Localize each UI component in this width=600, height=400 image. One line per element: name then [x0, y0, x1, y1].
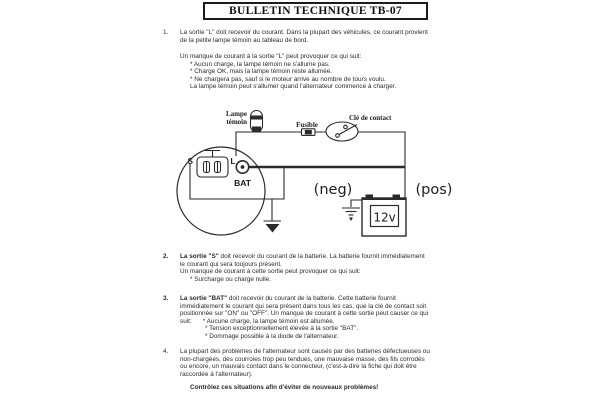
- closing-statement: Contrôlez ces situations afin d'éviter de nouveaux problèmes!: [190, 384, 379, 391]
- section-3: [163, 295, 463, 340]
- text-line: Un manque de courant à la sortie "L" peut provoquer ce qui suit:: [180, 53, 362, 60]
- text-line: Un manque de courant à cette sortie peut provoquer ce qui suit:: [180, 268, 361, 275]
- text-line: La lampe témoin peut s'allumer quand l'alternateur commence à charger.: [190, 83, 397, 90]
- label-terminal-bat: BAT: [234, 178, 251, 188]
- label-lamp-2: témoin: [226, 118, 247, 126]
- bullet-line: * Surcharge ou charge nulle.: [190, 275, 272, 283]
- text-line: non-chargées, des courroies trop peu tendues, une mauvaise masse, des fils corrodés: [180, 355, 425, 363]
- text-line: La sortie "L" doit recevoir du courant. Dans la plupart des véhicules, ce courant provient: [180, 29, 428, 36]
- section-number: 3.: [163, 295, 169, 302]
- label-terminal-s: S: [187, 157, 193, 166]
- text-line: raccordée à l'alternateur).: [180, 370, 253, 378]
- bold-lead: La sortie "S": [180, 253, 219, 260]
- bold-lead: La sortie "BAT": [180, 295, 228, 302]
- bat-terminal-icon: [236, 161, 248, 173]
- line-rest: doit recevoir du courant de la batterie. Cette batterie fournit: [227, 295, 396, 302]
- text-line: [180, 253, 463, 261]
- plug-connector-icon: [197, 151, 228, 178]
- section-4: [163, 348, 463, 392]
- text-line: de la petite lampe témoin au tableau de bord.: [180, 36, 309, 44]
- battery-ground-icon: [342, 208, 360, 221]
- section-2: [163, 253, 463, 283]
- bullet-line: * Aucune charge, la lampe témoin est allumée.: [202, 317, 335, 325]
- bullet-line: * Dommage possible à la diode de l'alternateur.: [205, 332, 339, 340]
- fuse-icon: [302, 129, 316, 136]
- label-terminal-l: L: [230, 157, 236, 166]
- label-pos: (pos): [415, 182, 453, 198]
- text-line: ou encore, un mauvais contact dans le connecteur, (c'est-à-dire la fiche qui doit être: [180, 363, 417, 370]
- section-number: 4.: [163, 348, 169, 355]
- line-rest: doit recevoir du courant de la batterie. La batterie fournit immédiatement: [218, 253, 425, 260]
- line-pre: suit:: [180, 317, 192, 325]
- section-number: 1.: [163, 29, 169, 36]
- bullet-line: * Tension exceptionnellement élevée à la sortie "BAT".: [205, 325, 359, 332]
- document-title: BULLETIN TECHNIQUE TB-07: [229, 5, 402, 17]
- ignition-switch-icon: [326, 122, 358, 141]
- section-number: 2.: [163, 253, 169, 260]
- text-line: [180, 295, 463, 303]
- ground-icon: [264, 221, 282, 233]
- label-ignition-switch: Clé de contact: [349, 114, 392, 122]
- text-line: La plupart des problèmes de l'alternateur sont causés par des batteries défectueuses ou: [180, 348, 430, 355]
- text-line: immédiatement le courant qui sera présent dans tous les cas, que la clé de contact soit: [180, 302, 427, 310]
- bullet-line: * Charge OK, mais la lampe témoin reste allumée.: [190, 68, 333, 75]
- label-neg: (neg): [313, 182, 353, 198]
- battery-ground-wire: [351, 200, 362, 207]
- warning-lamp-icon: [251, 111, 263, 133]
- label-battery-voltage: 12v: [373, 210, 396, 225]
- text-line: positionnée sur "ON" ou "OFF". Un manque de courant à cette sortie peut causer ce qui: [180, 310, 429, 317]
- text-line: [180, 318, 463, 326]
- label-lamp: Lampe: [226, 110, 247, 118]
- label-fuse: Fusible: [296, 121, 318, 129]
- bullet-line: * Aucun charge, la lampe témoin ne s'allume pas.: [190, 60, 330, 68]
- text-line: le courant qui sera toujours présent.: [180, 260, 282, 268]
- bullet-line: * Ne chargera pas, sauf si le moteur arrive au nombre de tours voulu.: [190, 75, 386, 83]
